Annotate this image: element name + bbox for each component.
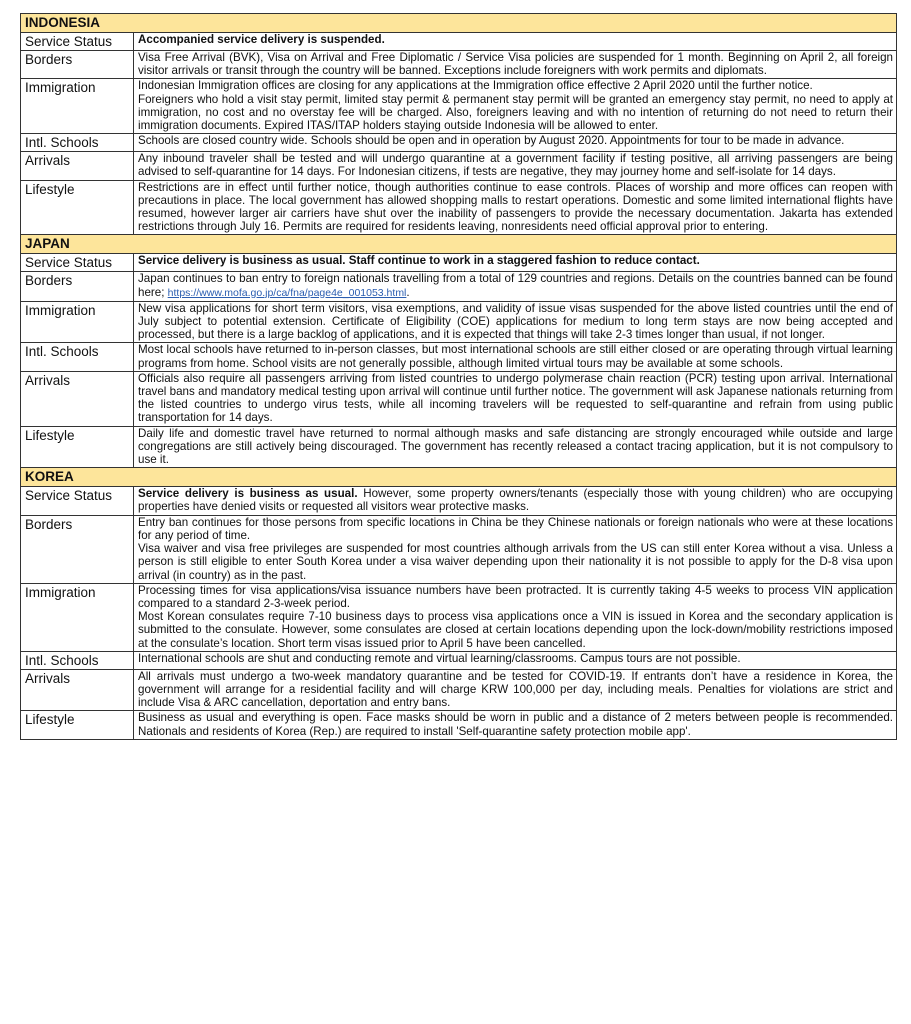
- category-label: Arrivals: [21, 152, 134, 180]
- category-detail: [134, 426, 897, 468]
- category-label: Service Status: [21, 254, 134, 272]
- category-label: Intl. Schools: [21, 134, 134, 152]
- table-row: [21, 343, 897, 371]
- category-label: Lifestyle: [21, 180, 134, 235]
- detail-text: Most local schools have returned to in-person classes, but most international schools are still either closed or are operating through virtual learning programs from home. School visits are not generally possible, although limited virtual tours may be available at some schools.: [138, 343, 893, 370]
- category-detail: [134, 51, 897, 79]
- table-row: [21, 51, 897, 79]
- category-label: Immigration: [21, 583, 134, 651]
- table-row: [21, 515, 897, 583]
- table-row: [21, 371, 897, 426]
- category-label: Service Status: [21, 487, 134, 515]
- category-detail: [134, 487, 897, 515]
- table-row: [21, 254, 897, 272]
- category-detail: [134, 272, 897, 301]
- detail-paragraph: [138, 652, 893, 665]
- detail-text: Restrictions are in effect until further notice, though authorities continue to ease controls. Places of worship and more offices can reopen with precautions in place. The local government has allowed shopping malls to restart operations. Domestic and some limited international flights have resumed, however larger air carriers have shut over the inability of passengers to provide the necessary documentation. Jakarta has extended restrictions through July 16. Permits are required for residents leaving, nonresidents need official approval prior to entering.: [138, 180, 893, 234]
- detail-paragraph: [138, 427, 893, 467]
- table-row: [21, 134, 897, 152]
- detail-paragraph: [138, 584, 893, 610]
- table-row: [21, 583, 897, 651]
- category-detail: [134, 301, 897, 343]
- category-detail: [134, 711, 897, 739]
- category-detail: [134, 651, 897, 669]
- category-label: Intl. Schools: [21, 343, 134, 371]
- category-detail: [134, 134, 897, 152]
- category-label: Borders: [21, 515, 134, 583]
- detail-text: Most Korean consulates require 7-10 business days to process visa applications once a VIN is issued in Korea and the secondary application is submitted to the consulate. However, some consulates are closed at certain locations depending upon the lock-down/mobility restrictions imposed at the consulate’s location. Short term visas issued prior to April 5 have been cancelled.: [138, 610, 893, 650]
- detail-text: International schools are shut and conducting remote and virtual learning/classrooms. Campus tours are not possible.: [138, 651, 741, 665]
- category-label: Service Status: [21, 33, 134, 51]
- country-status-table: [20, 13, 897, 740]
- detail-text: Processing times for visa applications/visa issuance numbers have been protracted. It is currently taking 4-5 weeks to process VIN application compared to a standard 2-3-week period.: [138, 583, 893, 610]
- detail-text: Any inbound traveler shall be tested and will undergo quarantine at a government facility if testing positive, all arriving passengers are being advised to self-quarantine for 14 days. For Indonesian citizens, if tests are negative, they may journey home and self-isolate for 14 days.: [138, 152, 893, 179]
- category-detail: [134, 371, 897, 426]
- detail-paragraph: [138, 272, 893, 299]
- table-row: [21, 33, 897, 51]
- detail-paragraph: [138, 51, 893, 77]
- category-detail: [134, 343, 897, 371]
- table-row: [21, 669, 897, 711]
- table-row: [21, 487, 897, 515]
- detail-paragraph: [138, 152, 893, 178]
- detail-text: However, some property owners/tenants (especially those with young children) who are occupying properties have denied visits or requested all visitors wear protective masks.: [138, 487, 893, 514]
- detail-paragraph: [138, 343, 893, 369]
- detail-paragraph: [138, 372, 893, 425]
- detail-paragraph: [138, 254, 893, 267]
- section-header-korea: [21, 468, 897, 487]
- detail-paragraph: [138, 93, 893, 133]
- detail-paragraph: [138, 670, 893, 710]
- table-body: [21, 14, 897, 740]
- detail-text: Business as usual and everything is open. Face masks should be worn in public and a distance of 2 meters between people is recommended. Nationals and residents of Korea (Rep.) are required to install 'Self-quarantine safety protection mobile app'.: [138, 711, 893, 738]
- category-detail: [134, 669, 897, 711]
- category-label: Immigration: [21, 79, 134, 134]
- status-headline: Service delivery is business as usual.: [138, 487, 358, 501]
- detail-text: Officials also require all passengers arriving from listed countries to undergo polymerase chain reaction (PCR) testing upon arrival. International travel bans and mandatory medical testing upon arrival will continue until further notice. The government will ask Japanese nationals returning from the listed countries to undergo virus tests, while all incoming travelers will be requested to self-quarantine and refrain from using public transportation for 14 days.: [138, 371, 893, 425]
- table-row: [21, 152, 897, 180]
- category-label: Intl. Schools: [21, 651, 134, 669]
- category-label: Borders: [21, 272, 134, 301]
- detail-text: .: [406, 285, 410, 299]
- section-header-japan: [21, 235, 897, 254]
- detail-paragraph: [138, 134, 893, 147]
- country-heading: JAPAN: [21, 235, 897, 254]
- detail-paragraph: [138, 181, 893, 234]
- category-detail: [134, 152, 897, 180]
- mofa-link[interactable]: https://www.mofa.go.jp/ca/fna/page4e_001053.html: [167, 286, 407, 299]
- category-label: Lifestyle: [21, 711, 134, 739]
- detail-text: Entry ban continues for those persons from specific locations in China be they Chinese nationals or foreign nationals who were at these locations for any period of time.: [138, 515, 893, 542]
- category-detail: [134, 583, 897, 651]
- table-row: [21, 426, 897, 468]
- detail-paragraph: [138, 79, 893, 92]
- detail-text: Japan continues to ban entry to foreign nationals travelling from a total of 129 countries and regions. Details on the countries banned can be found here;: [138, 272, 893, 299]
- category-detail: [134, 79, 897, 134]
- category-label: Immigration: [21, 301, 134, 343]
- category-detail: [134, 515, 897, 583]
- category-label: Lifestyle: [21, 426, 134, 468]
- detail-text: Visa Free Arrival (BVK), Visa on Arrival and Free Diplomatic / Service Visa policies are suspended for 1 month. Beginning on April 2, all foreign visitor arrivals or transit through the country will be banned. Exceptions include foreigners with work permits and diplomats.: [138, 51, 893, 78]
- detail-text: All arrivals must undergo a two-week mandatory quarantine and be tested for COVID-19. If entrants don’t have a residence in Korea, the government will arrange for a residential facility and will charge KRW 100,000 per day, including meals. Penalties for violations are strict and include Visa & ARC cancellation, deportation and entry bans.: [138, 669, 893, 710]
- category-label: Borders: [21, 51, 134, 79]
- table-row: [21, 272, 897, 301]
- table-row: [21, 651, 897, 669]
- detail-paragraph: [138, 711, 893, 737]
- section-header-indonesia: [21, 14, 897, 33]
- detail-paragraph: [138, 302, 893, 342]
- detail-text: Schools are closed country wide. Schools should be open and in operation by August 2020. Appointments for tour to be made in advance.: [138, 134, 845, 148]
- category-detail: [134, 33, 897, 51]
- table-row: [21, 180, 897, 235]
- country-heading: INDONESIA: [21, 14, 897, 33]
- category-detail: [134, 180, 897, 235]
- detail-text: Foreigners who hold a visit stay permit, limited stay permit & permanent stay permit will be granted an emergency stay permit, no need to apply at immigration, no cost and no overstay fee will be charged. Also, foreigners leaving and with no intention of returning do not need to return their immigration documents. Expired ITAS/ITAP holders staying outside Indonesia will be allowed to enter.: [138, 92, 893, 133]
- category-label: Arrivals: [21, 669, 134, 711]
- detail-paragraph: [138, 542, 893, 582]
- category-label: Arrivals: [21, 371, 134, 426]
- detail-paragraph: [138, 487, 893, 513]
- detail-text: Daily life and domestic travel have returned to normal although masks and safe distancing are strongly encouraged while outside and large congregations are still actively being discouraged. The government has recently released a contact tracing application, but it is not compulsory to use it.: [138, 426, 893, 467]
- detail-paragraph: [138, 516, 893, 542]
- detail-text: Indonesian Immigration offices are closing for any applications at the Immigration office effective 2 April 2020 until the further notice.: [138, 79, 813, 93]
- detail-text: Visa waiver and visa free privileges are suspended for most countries although arrivals from the US can still enter Korea without a visa. Unless a person is still eligible to enter South Korea under a visa waiver depending upon their nationality it is not possible to apply for the D-8 visa upon arrival (in country) as in the past.: [138, 542, 893, 582]
- country-heading: KOREA: [21, 468, 897, 487]
- detail-paragraph: [138, 33, 893, 46]
- table-row: [21, 301, 897, 343]
- table-row: [21, 79, 897, 134]
- status-headline: Service delivery is business as usual. Staff continue to work in a staggered fashion to reduce contact.: [138, 254, 700, 268]
- table-row: [21, 711, 897, 739]
- status-headline: Accompanied service delivery is suspended.: [138, 33, 385, 46]
- category-detail: [134, 254, 897, 272]
- detail-paragraph: [138, 610, 893, 650]
- detail-text: New visa applications for short term visitors, visa exemptions, and validity of issue visas suspended for the above listed countries until the end of July subject to potential extension. Certificate of Eligibility (COE) applications for medium to long term stays are now being accepted and processed, but there is a large backlog of applications, and it is expected that things will take 2-3 times longer than usual, if not longer.: [138, 301, 893, 342]
